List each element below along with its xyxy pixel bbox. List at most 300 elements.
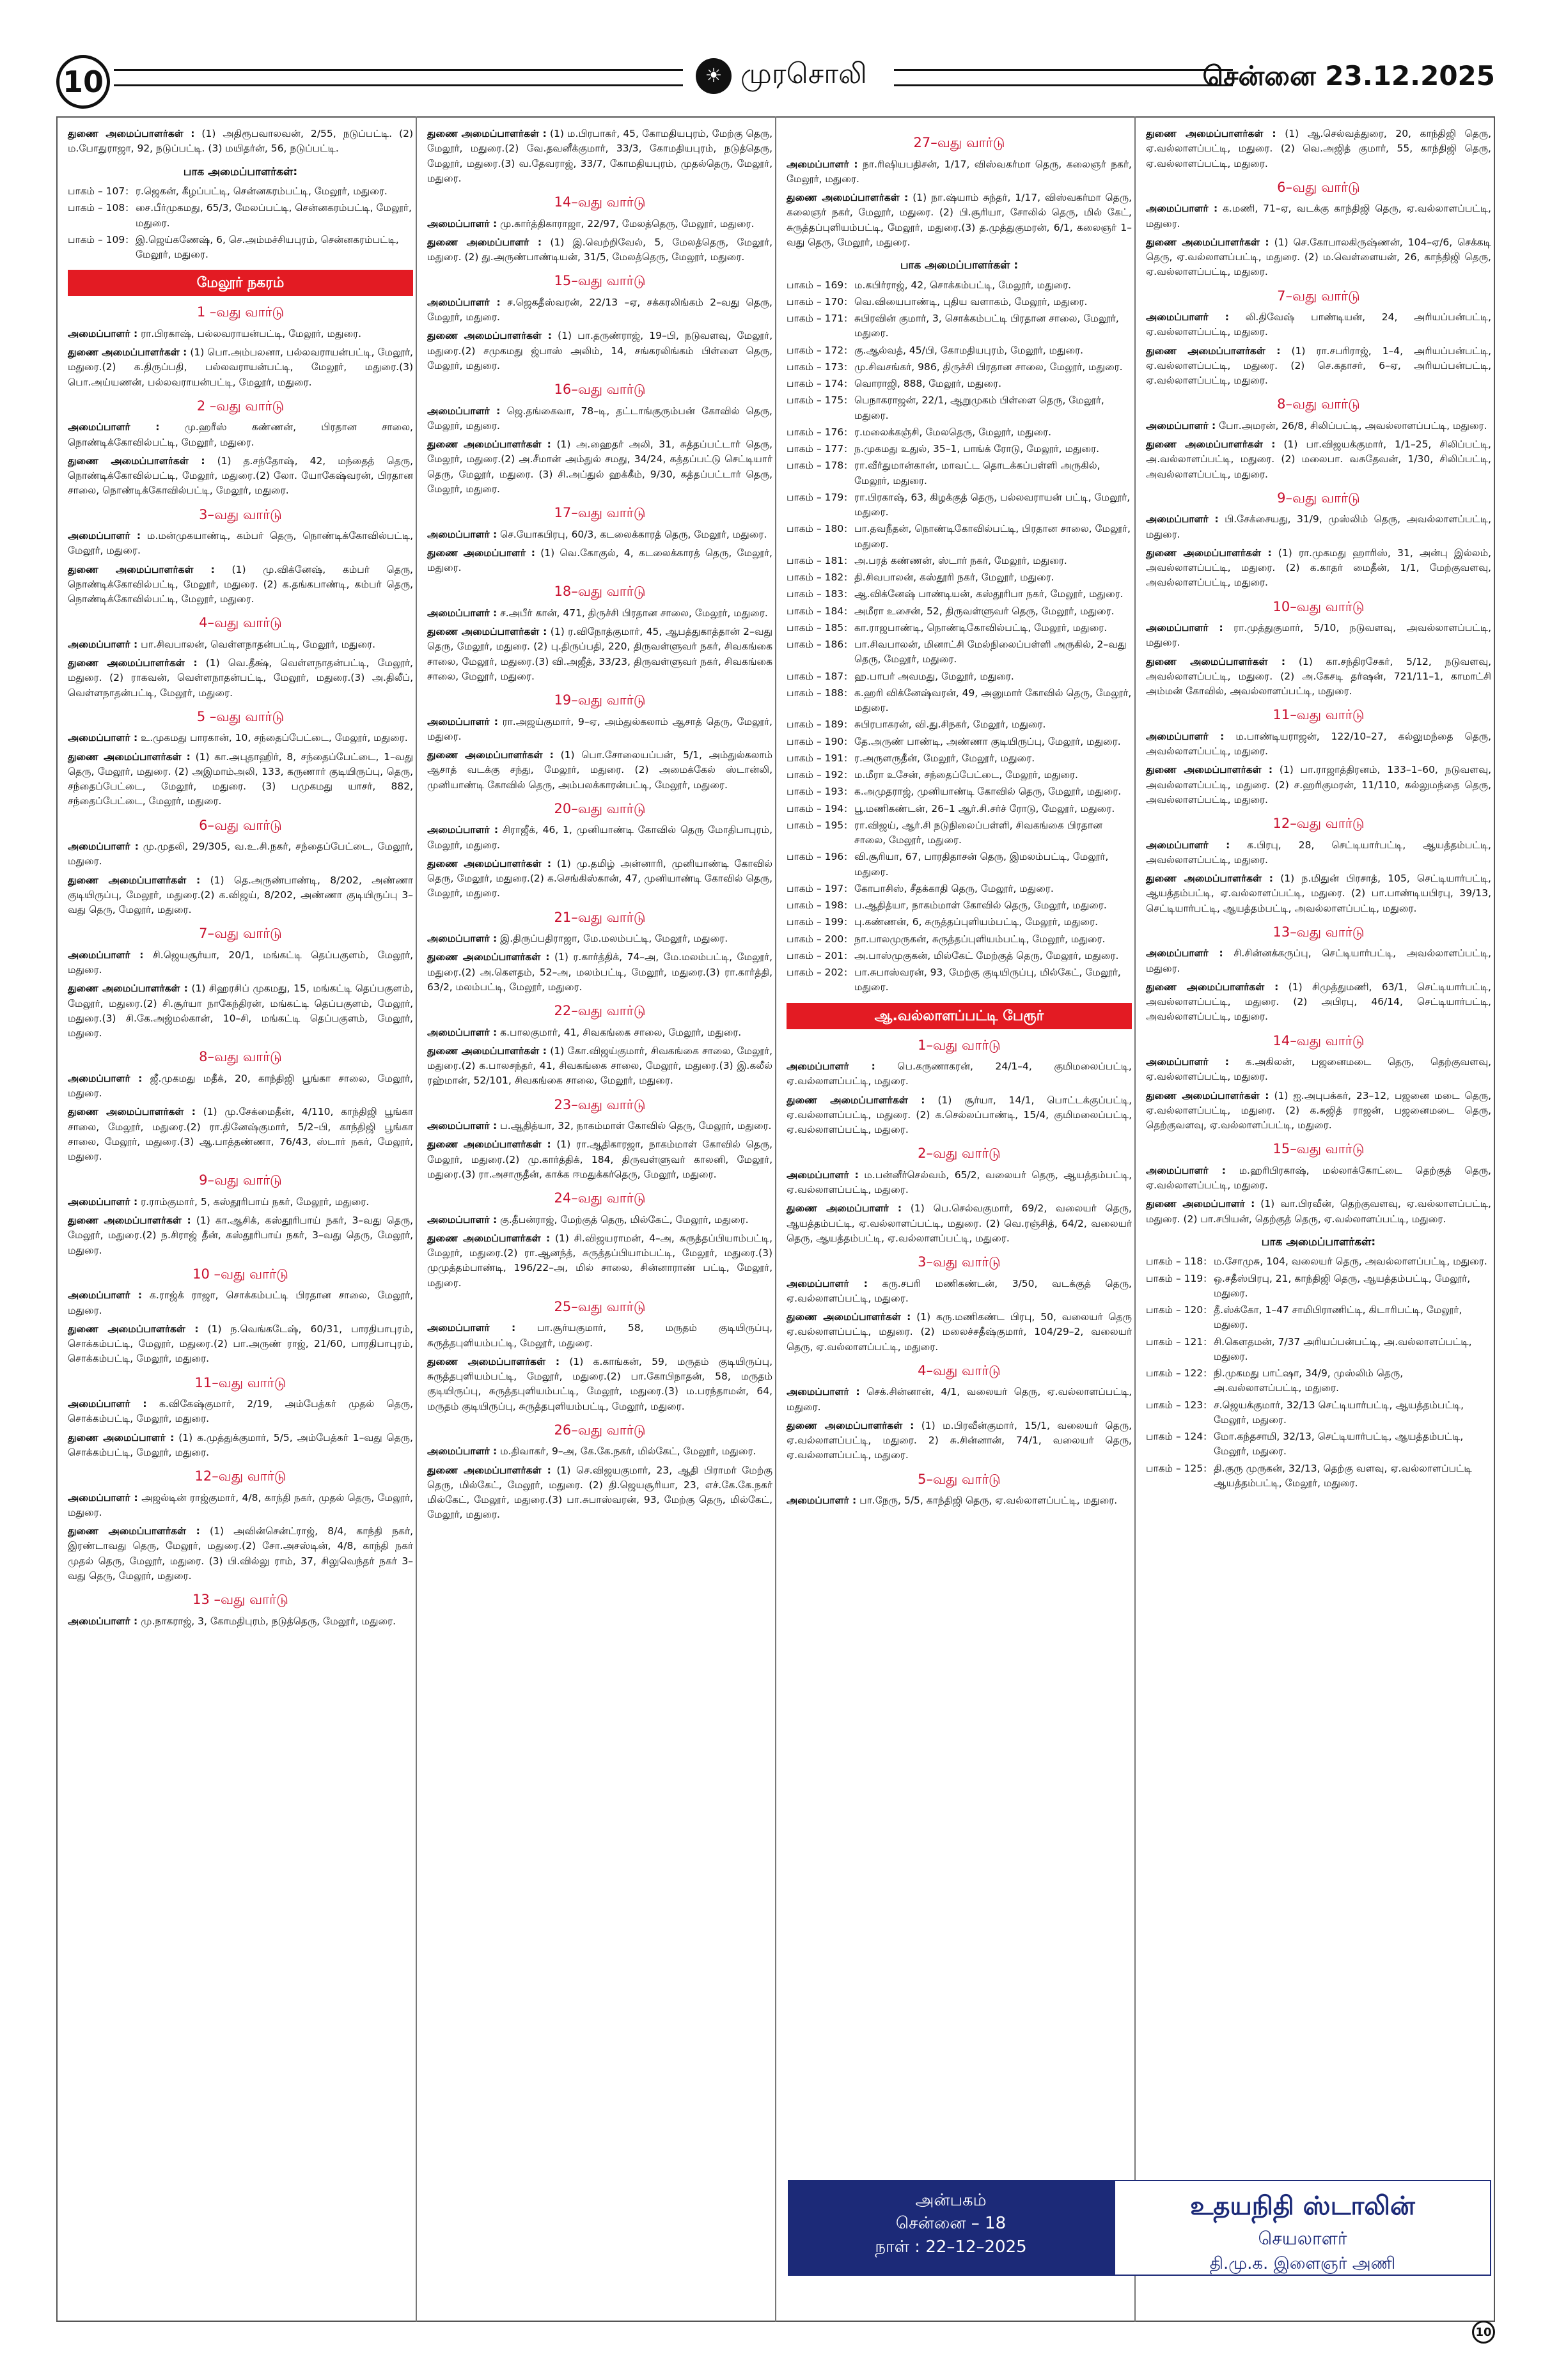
- booth-separator: :: [844, 554, 848, 566]
- entry-text: (1) மு.தமிழ் அன்னாரி, முனியாண்டி கோவில் தெரு, மேலூர், மதுரை.(2) க.செங்கிஸ்கான், 47, முனியாண்டி கோவில் தெரு, மேலூர், மதுரை.: [427, 857, 772, 899]
- ward-heading: 19–வது வார்டு: [554, 692, 646, 708]
- booth-separator: :: [844, 670, 848, 682]
- entry-label: துணை அமைப்பாளர்கள் :: [1146, 873, 1273, 884]
- booth-row: [787, 751, 1132, 766]
- booth-number: பாகம் – 109: [68, 233, 125, 245]
- entry: [68, 529, 413, 559]
- booth-row: [787, 393, 1132, 423]
- ward-heading: 24–வது வார்டு: [554, 1190, 646, 1206]
- entry: [1146, 655, 1491, 699]
- signature-block: [788, 2180, 1491, 2276]
- entry-text: ம.பன்னீர்செல்வம், 65/2, வலையர் தெரு, ஆயத்தம்பட்டி, ஏ.வல்லாளப்பட்டி, மதுரை.: [787, 1169, 1132, 1195]
- entry-text: (1) ந.வெங்கடேஷ், 60/31, பாரதிபாபுரம், சொக்கம்பட்டி, மேலூர், மதுரை.(2) பா.அருண் ராஜ், 21/60, பாரதிபாபுரம், சொக்கம்பட்டி, மேலூர், மதுரை.: [68, 1323, 413, 1365]
- signature-office: அன்பகம்: [915, 2191, 987, 2210]
- entry-label: துணை அமைப்பாளர்கள் :: [787, 1094, 925, 1106]
- entry: [787, 1059, 1132, 1089]
- ward-heading: 16–வது வார்டு: [554, 382, 646, 397]
- entry-label: அமைப்பாளர் :: [1146, 622, 1223, 634]
- entry-text: செக்.சின்னான், 4/1, வலையர் தெரு, ஏ.வல்லாளப்பட்டி, மதுரை.: [787, 1386, 1132, 1413]
- booth-heading: பாக அமைப்பாளர்கள்:: [1261, 1235, 1376, 1248]
- booth-separator: :: [844, 687, 848, 699]
- booth-row: [787, 458, 1132, 488]
- booth-number: பாகம் – 182: [787, 572, 844, 583]
- ward-heading: 3–வது வார்டு: [199, 506, 282, 522]
- booth-text: ர.ஜெகன், கீழப்பட்டி, சென்னகரம்பட்டி, மேலூர், மதுரை.: [136, 185, 388, 197]
- entry: [68, 1431, 413, 1461]
- ward-heading: 14–வது வார்டு: [1273, 1032, 1365, 1048]
- entry: [1146, 946, 1491, 976]
- entry-text: மு.முதலி, 29/305, வ.உ.சி.நகர், சந்தைப்பேட்டை, மேலூர், மதுரை.: [68, 841, 413, 867]
- entry-label: அமைப்பாளர் :: [1146, 513, 1219, 525]
- ward-heading: 2 –வது வார்டு: [196, 398, 285, 414]
- booth-separator: :: [844, 378, 848, 389]
- booth-number: பாகம் – 121: [1146, 1335, 1203, 1348]
- entry: [1146, 437, 1491, 482]
- booth-separator: :: [844, 344, 848, 356]
- entry: [68, 1195, 413, 1209]
- entry: [68, 948, 413, 978]
- entry-label: துணை அமைப்பாளர்கள் :: [1146, 1089, 1269, 1101]
- booth-separator: :: [1203, 1399, 1207, 1411]
- booth-separator: :: [844, 313, 848, 324]
- entry-label: அமைப்பாளர் :: [787, 1169, 859, 1181]
- booth-separator: :: [1203, 1304, 1207, 1316]
- booth-text: ஆ.விக்னேஷ் பாண்டியன், கஸ்தூரிபா நகர், மேலூர், மதுரை.: [854, 588, 1124, 600]
- booth-separator: :: [844, 443, 848, 455]
- entry-label: அமைப்பாளர் :: [427, 607, 497, 619]
- booth-row: [787, 637, 1132, 667]
- booth-text: பெநாகராஜன், 22/1, ஆறுமுகம் பிள்ளை தெரு, மேலூர், மதுரை.: [854, 394, 1104, 421]
- entry-label: துணை அமைப்பாளர்கள் :: [68, 455, 205, 467]
- entry: [427, 748, 772, 793]
- booth-text: கா.ராஜபாண்டி, நொண்டிகோவில்பட்டி, மேலூர், மதுரை.: [854, 621, 1108, 634]
- booth-separator: :: [844, 786, 848, 798]
- entry-text: க.அகிலன், பஜனைமடை தெரு, தெற்குவளவு, ஏ.வல்லாளப்பட்டி, மதுரை.: [1146, 1056, 1491, 1083]
- booth-text: பா.தவநீதன், நொண்டிகோவில்பட்டி, பிரதான சாலை, மேலூர், மதுரை.: [854, 523, 1131, 550]
- entry-label: துணை அமைப்பாளர்கள் :: [427, 1464, 551, 1476]
- booth-separator: :: [1203, 1367, 1207, 1379]
- booth-row: [1146, 1272, 1491, 1302]
- booth-text: சை.பீர்முகமது, 65/3, மேலப்பட்டி, சென்னகரம்பட்டி, மேலூர், மதுரை.: [136, 202, 412, 229]
- entry-text: (1) அவின்சென்ட்ராஜ், 8/4, காந்தி நகர், இரண்டாவது தெரு, மேலூர், மதுரை.(2) சோ.அசஸ்டின், 4/8, காந்தி நகர் முதல் தெரு, மேலூர், மதுரை. (3) பி.வில்லு ராம், 37, சிலுவெந்தர் நகர் 3–வது தெரு, மேலூர், மதுரை.: [68, 1525, 413, 1582]
- booth-separator: :: [844, 851, 848, 863]
- booth-number: பாகம் – 201: [787, 949, 844, 961]
- booth-row: [787, 278, 1132, 293]
- entry-label: துணை அமைப்பாளர்கள் :: [787, 1311, 911, 1323]
- booth-number: பாகம் – 171: [787, 313, 844, 324]
- booth-row: [787, 377, 1132, 391]
- entry-text: (1) கோ.விஜய்குமார், சிவகங்கை சாலை, மேலூர், மதுரை.(2) க.பாலசந்தர், 41, சிவகங்கை சாலை, மேலூர், மதுரை.(3) இ.கலீல் ரஹ்மான், 52/101, சிவகங்கை சாலை, மேலூர், மதுரை.: [427, 1045, 772, 1087]
- booth-row: [787, 442, 1132, 456]
- entry: [427, 527, 772, 542]
- paper-name: முரசொலி: [740, 58, 867, 90]
- booth-separator: :: [125, 202, 129, 214]
- entry: [1146, 1089, 1491, 1133]
- booth-row: [787, 818, 1132, 848]
- entry-label: அமைப்பாளர் :: [787, 1495, 857, 1506]
- booth-text: இ.ஜெய்கணேஷ், 6, செ.அம்மச்சியபுரம், சென்னகரம்பட்டி, மேலூர், மதுரை.: [136, 233, 399, 260]
- entry-text: பெ.கருணாகரன், 24/1–4, குமிமலைப்பட்டி, ஏ.வல்லாளப்பட்டி, மதுரை.: [787, 1061, 1132, 1087]
- ward-heading: 4–வது வார்டு: [918, 1362, 1001, 1378]
- booth-separator: :: [844, 572, 848, 583]
- booth-row: [787, 621, 1132, 635]
- masthead-rule: [894, 84, 1233, 86]
- entry-text: (1) க.காங்கன், 59, மருதம் குடியிருப்பு, சுருத்தபுளியம்பட்டி, மேலூர், மதுரை.(2) பா.கோபிநாதன், 58, மருதம் குடியிருப்பு, சுருத்தபுளியம்பட்டி, மேலூர், மதுரை.(3) ம.பரந்தாமன், 64, மருதம் குடியிருப்பு, சுருத்தபுளியம்பட்டி, மேலூர், மதுரை.: [427, 1355, 772, 1412]
- booth-separator: :: [1203, 1462, 1207, 1474]
- entry-text: (1) சூர்யா, 14/1, பொட்டக்குப்பட்டி, ஏ.வல்லாளப்பட்டி, மதுரை. (2) க.செல்லப்பாண்டி, 15/4, குமிமலைப்பட்டி, ஏ.வல்லாளப்பட்டி, மதுரை.: [787, 1094, 1132, 1135]
- entry: [427, 217, 772, 231]
- entry-label: துணை அமைப்பாளர்கள் :: [427, 1139, 551, 1151]
- entry-label: அமைப்பாளர் :: [427, 1445, 497, 1458]
- ward-heading: 23–வது வார்டு: [554, 1096, 646, 1112]
- entry-text: சி.சின்னக்கருப்பு, செட்டியார்பட்டி, அவல்லாளப்பட்டி, மதுரை.: [1146, 947, 1492, 974]
- entry-text: ம.மன்முகயாண்டி, கம்பர் தெரு, நொண்டிக்கோவில்பட்டி, மேலூர், மதுரை.: [68, 530, 413, 557]
- entry-text: (1) பா.விஜயக்குமார், 1/1–25, சிலிப்பட்டி, அ.வல்லாளப்பட்டி, மதுரை. (2) மலைபா. வசுதேவன், 1/30, சிலிப்பட்டி, அவல்லாளப்பட்டி, மதுரை.: [1146, 439, 1491, 480]
- booth-separator: :: [844, 899, 848, 911]
- column-4: [1146, 127, 1491, 1493]
- booth-text: பூ.மணிகண்டன், 26–1 ஆர்.சி.சர்ச் ரோடு, மேலூர், மதுரை.: [854, 802, 1115, 814]
- entry: [68, 1614, 413, 1629]
- booth-number: பாகம் – 124: [1146, 1431, 1203, 1442]
- booth-text: மோ.கந்தசாமி, 32/13, செட்டியார்பட்டி, ஆயத்தம்பட்டி, மேலூர், மதுரை.: [1214, 1431, 1464, 1458]
- booth-row: [68, 184, 413, 199]
- signatory-role: செயலாளர்: [1258, 2228, 1347, 2249]
- booth-row: [1146, 1461, 1491, 1491]
- entry-text: பா.நேரு, 5/5, காந்திஜி தெரு, ஏ.வல்லாளப்பட்டி, மதுரை.: [859, 1495, 1118, 1506]
- entry: [68, 981, 413, 1041]
- entry-text: பா.சிவபாலன், வெள்ளநாதன்பட்டி, மேலூர், மதுரை.: [141, 638, 376, 650]
- booth-row: [787, 360, 1132, 375]
- entry-label: துணை அமைப்பாளர்கள் :: [787, 192, 909, 203]
- entry-text: க.ராஜ்க் ராஜா, சொக்கம்பட்டி பிரதான சாலை, மேலூர், மதுரை.: [68, 1289, 413, 1316]
- booth-text: ஒ.சதீஸ்பிரபு, 21, காந்திஜி தெரு, ஆயத்தம்பட்டி, மேலூர், மதுரை.: [1214, 1272, 1471, 1299]
- ward-heading: 6–வது வார்டு: [199, 817, 282, 833]
- booth-text: ரா.வீர்துமான்கான், மாவட்ட தொடக்கப்பள்ளி அருகில், மேலூர், மதுரை.: [854, 460, 1100, 486]
- booth-text: ம.மீரா உசேன், சந்தைப்பேட்டை, மேலூர், மதுரை.: [854, 769, 1078, 781]
- entry-label: அமைப்பாளர் :: [68, 732, 138, 744]
- booth-row: [68, 201, 413, 231]
- entry: துணை அமைப்பாளர்கள் : (1) ம.பிரபாகர், 45, கோமதியபுரம், மேற்கு தெரு, மேலூர், மதுரை.(2) வே.தவனீக்குமார், 33/3, கோமதியபுரம், நடுத்தெரு, மேலூர், மதுரை.(3) வ.தேவராஜ், 33/7, கோமதியபுரம், முதல்தெரு, மேலூர், மதுரை.: [427, 128, 772, 184]
- booth-text: வெ.வியைபாண்டி, புதிய வளாகம், மேலூர், மதுரை.: [854, 295, 1088, 307]
- entry: [427, 823, 772, 853]
- entry-label: துணை அமைப்பாளர்கள் :: [1146, 655, 1286, 667]
- entry-label: துணை அமைப்பாளர்கள் :: [427, 330, 552, 342]
- entry: [68, 637, 413, 652]
- entry-label: அமைப்பாளர் :: [1146, 839, 1230, 851]
- entry-text: (1) ரா.சபரிராஜ், 1–4, அரியப்பன்பட்டி, ஏ.வல்லாளப்பட்டி, மதுரை. (2) செ.கதாசர், 6–ஏ, அரியப்பன்பட்டி, ஏ.வல்லாளப்பட்டி, மதுரை.: [1146, 345, 1491, 386]
- masthead-rule: [894, 69, 1233, 71]
- entry-label: அமைப்பாளர் :: [68, 1615, 138, 1627]
- booth-text: சுபிரபாகரன், வி.து.சிநகர், மேலூர், மதுரை.: [854, 719, 1046, 731]
- booth-number: பாகம் – 178: [787, 460, 844, 472]
- entry: [68, 563, 413, 607]
- entry-label: துணை அமைப்பாளர்கள் :: [1146, 981, 1279, 993]
- entry-text: (1) பொ.சோலையப்பன், 5/1, அம்துல்கலாம் ஆசாத் வடக்கு சந்து, மேலூர், மதுரை. (2) அமைக்கேல் ஸ்டான்லி, முனியாண்டி கோவில் தெரு, அம்பலக்காரன்பட்டி, மேலூர், மதுரை.: [427, 749, 772, 791]
- booth-text: வொராஜி, 888, மேலூர், மதுரை.: [854, 378, 1002, 389]
- ward-heading: 10–வது வார்டு: [1273, 598, 1365, 614]
- booth-row: [787, 570, 1132, 585]
- entry: [68, 839, 413, 869]
- booth-text: பா.சிவபாலன், மினாட்சி மேல்நிலைப்பள்ளி அருகில், 2–வது தெரு, மேலூர், மதுரை.: [854, 639, 1127, 665]
- booth-number: பாகம் – 196: [787, 851, 844, 863]
- ward-list: [1146, 178, 1491, 1227]
- booth-row: [787, 717, 1132, 732]
- booth-number: பாகம் – 119: [1146, 1272, 1203, 1284]
- entry-label: துணை அமைப்பாளர் :: [68, 1431, 175, 1443]
- entry: [787, 1310, 1132, 1355]
- entry-text: இ.திருப்பதிராஜா, மே.மலம்பட்டி, மேலூர், மதுரை.: [500, 933, 728, 944]
- entry-label: அமைப்பாளர் :: [68, 949, 144, 961]
- entry: [427, 931, 772, 946]
- booth-number: பாகம் – 174: [787, 378, 844, 389]
- booth-text: ரா.விஜய், ஆர்.சி நடுநிலைப்பள்ளி, சிவகங்கை பிரதான சாலை, மேலூர், மதுரை.: [854, 819, 1102, 846]
- booth-number: பாகம் – 197: [787, 882, 844, 894]
- booth-list: [1146, 1254, 1491, 1491]
- ward-heading: 13 –வது வார்டு: [192, 1592, 288, 1607]
- ward-heading: 22–வது வார்டு: [554, 1003, 646, 1018]
- booth-separator: :: [844, 769, 848, 781]
- entry-label: துணை அமைப்பாளர் :: [427, 547, 535, 559]
- booth-number: பாகம் – 195: [787, 819, 844, 831]
- booth-text: நி.முகமது பாட்ஷா, 34/9, முஸ்லிம் தெரு, அ.வல்லாளப்பட்டி, மதுரை.: [1214, 1367, 1404, 1394]
- booth-separator: :: [844, 295, 848, 307]
- booth-number: பாகம் – 108: [68, 202, 125, 214]
- booth-row: [68, 233, 413, 263]
- entry-text: நா.ரிஷியபதிசன், 1/17, விஸ்வகர்மா தெரு, கலைஞர் நகர், மேலூர், மதுரை.: [787, 158, 1132, 185]
- entry-text: ச.ஜெகதீஸ்வரன், 22/13 –ஏ, சக்கரலிங்கம் 2–வது தெரு, மேலூர், மதுரை.: [427, 296, 772, 323]
- entry-text: மு.கார்த்திகாராஜா, 22/97, மேலத்தெரு, மேலூர், மதுரை.: [500, 217, 755, 229]
- booth-separator: :: [844, 279, 848, 291]
- entry-label: அமைப்பாளர் :: [68, 421, 160, 433]
- entry-label: துணை அமைப்பாளர்கள் :: [427, 1355, 560, 1367]
- ward-heading: 8–வது வார்டு: [1277, 396, 1360, 412]
- entry: [427, 1321, 772, 1351]
- entry: [787, 1093, 1132, 1138]
- booth-number: பாகம் – 187: [787, 670, 844, 682]
- entry-label: அமைப்பாளர் :: [427, 933, 497, 944]
- entry: [68, 656, 413, 701]
- entry: [1146, 235, 1491, 280]
- entry-text: கரு.சபரி மணிகண்டன், 3/50, வடக்குத் தெரு, ஏ.வல்லாளப்பட்டி, மதுரை.: [787, 1277, 1132, 1304]
- ward-list: [787, 1036, 1132, 1509]
- entry: [1146, 729, 1491, 759]
- ward-heading: 11–வது வார்டு: [194, 1374, 286, 1390]
- ward-heading: 27–வது வார்டு: [913, 135, 1005, 150]
- entry-label: துணை அமைப்பாளர்கள் :: [427, 749, 554, 761]
- column-2: [427, 127, 772, 1527]
- entry: [787, 157, 1132, 187]
- booth-text: ஹ.பாபர் அவமது, மேலூர், மதுரை.: [854, 670, 1014, 682]
- entry-label: அமைப்பாளர் :: [1146, 947, 1223, 960]
- entry-label: அமைப்பாளர் :: [427, 217, 497, 229]
- booth-separator: :: [125, 233, 129, 245]
- entry-text: பி.சேக்சையது, 31/9, முஸ்லிம் தெரு, அவல்லாளப்பட்டி, மதுரை.: [1146, 513, 1491, 540]
- entry: [427, 329, 772, 373]
- entry-text: சி.ஜெயசூர்யா, 20/1, மங்கட்டி தெப்பகுளம், மேலூர், மதுரை.: [68, 949, 413, 976]
- booth-number: பாகம் – 202: [787, 967, 844, 978]
- booth-text: க.அமுதராஜ், முனியாண்டி கோவில் தெரு, மேலூர், மதுரை.: [854, 786, 1122, 798]
- entry: [68, 1524, 413, 1583]
- booth-text: கு.ஆல்வத், 45/பி, கோமதியபுரம், மேலூர், மதுரை.: [854, 344, 1084, 356]
- entry: [68, 1105, 413, 1164]
- entry: [427, 1355, 772, 1414]
- booth-text: ந.முகமது உதுல், 35–1, பாங்க் ரோடு, மேலூர், மதுரை.: [854, 443, 1100, 455]
- entry: [1146, 838, 1491, 868]
- ward-list: [787, 133, 1132, 250]
- entry-text: பா.சூர்யகுமார், 58, மருதம் குடியிருப்பு, சுருத்தபுளியம்பட்டி, மேலூர், மதுரை.: [427, 1322, 772, 1349]
- booth-number: பாகம் – 193: [787, 786, 844, 798]
- booth-number: பாகம் – 125: [1146, 1462, 1203, 1474]
- booth-number: பாகம் – 192: [787, 769, 844, 781]
- entry-label: அமைப்பாளர் :: [787, 1277, 868, 1289]
- entry: [427, 295, 772, 325]
- entry-label: அமைப்பாளர் :: [427, 715, 498, 727]
- booth-heading: பாக அமைப்பாளர்கள் :: [900, 259, 1019, 272]
- entry-text: (1) ர.விநோத்குமார், 45, ஆபத்துகாத்தான் 2–வது தெரு, மேலூர், மதுரை. (2) பு.திருப்பதி, 220, திருவள்ளுவர் நகர், சிவகங்கை சாலை, மேலூர், மதுரை.(3) வி.அஜீத், 33/23, திருவள்ளுவர் நகர், சிவகங்கை சாலை, மேலூர், மதுரை.: [427, 626, 773, 682]
- ward-heading: 21–வது வார்டு: [554, 909, 646, 925]
- booth-text: தி.சிவபாலன், கஸ்தூரி நகர், மேலூர், மதுரை.: [854, 572, 1054, 583]
- entry: [68, 1322, 413, 1367]
- entry-label: துணை அமைப்பாளர்கள் :: [68, 346, 187, 358]
- entry-text: (1) கா.சந்திரசேகர், 5/12, நடுவளவு, அவல்லாளப்பட்டி, மதுரை. (2) அ.கேசடி தர்ஷன், 721/11–1, காமாட்சி அம்மன் கோவில், அவல்லாளப்பட்டி, மதுரை.: [1146, 655, 1491, 697]
- entry-text: அஜல்டின் ராஜ்குமார், 4/8, காந்தி நகர், முதல் தெரு, மேலூர், மதுரை.: [68, 1491, 413, 1518]
- entry: [787, 1168, 1132, 1198]
- entry-text: சிராஜீக், 46, 1, முனியாண்டி கோவில் தெரு மோதிபாபுரம், மேலூர், மதுரை.: [427, 824, 772, 851]
- booth-text: ர.மலைக்கஞ்சி, மேலதெரு, மேலூர், மதுரை.: [854, 426, 1052, 438]
- entry-text: உ.முகமது பாரகான், 10, சந்தைப்பேட்டை, மேலூர், மதுரை.: [141, 732, 408, 744]
- booth-number: பாகம் – 199: [787, 916, 844, 928]
- entry-text: க.விகேஷ்குமார், 2/19, அம்பேத்கர் முதல் தெரு, சொக்கம்பட்டி, மேலூர், மதுரை.: [68, 1398, 413, 1425]
- column-divider: [775, 116, 776, 2322]
- entry-label: அமைப்பாளர் :: [68, 1072, 143, 1084]
- entry-label: அமைப்பாளர் :: [1146, 730, 1225, 742]
- entry: [787, 1419, 1132, 1463]
- entry: [427, 606, 772, 621]
- entry-label: துணை அமைப்பாளர்கள் :: [427, 1045, 547, 1057]
- booth-number: பாகம் – 194: [787, 802, 844, 814]
- entry: [1146, 310, 1491, 340]
- entry-label: அமைப்பாளர் :: [68, 1195, 138, 1208]
- entry-text: ரா.அஜய்குமார், 9–ஏ, அம்துல்கலாம் ஆசாத் தெரு, மேலூர், மதுரை.: [427, 715, 772, 742]
- ward-heading: 15–வது வார்டு: [554, 273, 646, 289]
- booth-text: தி.குரு முருகன், 32/13, தெற்கு வளவு, ஏ.வல்லாளப்பட்டி ஆயத்தம்பட்டி, மேலூர், மதுரை.: [1214, 1462, 1472, 1489]
- booth-text: சி.கௌதமன், 7/37 அரியப்பன்பட்டி, அ.வல்லாளப்பட்டி, மதுரை.: [1214, 1335, 1472, 1362]
- ward-heading: 15–வது வார்டு: [1273, 1141, 1365, 1157]
- entry-text: ஜெ.தங்கைவா, 78–டி, தட்டாங்குரும்பன் கோவில் தெரு, மேலூர், மதுரை.: [427, 405, 772, 432]
- masthead-rule: [114, 84, 683, 86]
- booth-text: ர.அருளருதீன், மேலூர், மேலூர், மதுரை.: [854, 752, 1035, 764]
- entry: [787, 191, 1132, 250]
- entry-text: (1) த.சந்தோஷ், 42, மந்தைத் தெரு, நொண்டிக்கோவில்பட்டி, மேலூர், மதுரை.(2) லோ. யோகேஷ்வரன், பிரதான சாலை, நொண்டிக்கோவில்பட்டி, மேலூர், மதுரை.: [68, 455, 413, 497]
- ward-heading: 9–வது வார்டு: [1277, 490, 1360, 506]
- entry: [68, 1071, 413, 1101]
- entry-label: அமைப்பாளர் :: [787, 158, 858, 170]
- booth-number: பாகம் – 176: [787, 426, 844, 438]
- booth-text: ப.ஆதித்யா, நாகம்மாள் கோவில் தெரு, மேலூர், மதுரை.: [854, 899, 1107, 911]
- entry-text: (1) செ.விஜயகுமார், 23, ஆதி பிராமர் மேற்கு தெரு, மில்கேட், மேலூர், மதுரை. (2) தி.ஜெயசூரியா, 23, எச்.கே.கே.நகர் மில்கேட், மேலூர், மதுரை.(3) பா.சுபாஸ்வரன், 93, மேற்கு தெரு, மில்கேட், மேலூர், மதுரை.: [427, 1464, 772, 1521]
- booth-row: [787, 295, 1132, 309]
- booth-number: பாகம் – 169: [787, 279, 844, 291]
- booth-heading: பாக அமைப்பாளர்கள்:: [183, 165, 298, 178]
- entry-label: துணை அமைப்பாளர்கள் :: [1146, 439, 1276, 450]
- entry: [427, 1231, 772, 1291]
- entry-label: துணை அமைப்பாளர்கள் :: [427, 1232, 551, 1244]
- column-divider: [1134, 116, 1136, 2322]
- entry-label: அமைப்பாளர் :: [427, 1120, 497, 1132]
- entry-text: (1) அ.ஹைதர் அலி, 31, சுத்தப்பட்டார் தெரு, மேலூர், மதுரை.(2) அ.சீமான் அம்துல் சமது, 34/24, கத்தப்பட்டு செட்டியார் தெரு, மேலூர், மதுரை. (3) சி.அப்துல் ஹக்கீம், 9/30, கத்தப்பட்டார் தெரு, மேலூர், மதுரை.: [427, 439, 772, 495]
- booth-separator: :: [844, 752, 848, 764]
- entry-label: அமைப்பாளர் :: [427, 405, 501, 417]
- booth-row: [787, 554, 1132, 568]
- entry-label: அமைப்பாளர் :: [68, 1491, 138, 1504]
- booth-separator: :: [844, 394, 848, 407]
- entry-label: அமைப்பாளர் :: [68, 638, 138, 650]
- ward-heading: 2–வது வார்டு: [918, 1146, 1001, 1162]
- booth-separator: :: [844, 426, 848, 438]
- entry: [427, 1025, 772, 1040]
- ward-heading: 8–வது வார்டு: [199, 1049, 282, 1065]
- entry-label: அமைப்பாளர் :: [427, 528, 497, 540]
- entry: [427, 546, 772, 576]
- ward-heading: 12–வது வார்டு: [1273, 816, 1365, 831]
- booth-separator: :: [844, 588, 848, 600]
- booth-number: பாகம் – 107: [68, 185, 125, 197]
- booth-separator: :: [844, 802, 848, 814]
- entry: [68, 345, 413, 390]
- booth-text: ரா.பிரகாஷ், 63, கிழக்குத் தெரு, பல்லவராயன் பட்டி, மேலூர், மதுரை.: [854, 491, 1131, 518]
- entry: [68, 750, 413, 809]
- booth-separator: :: [844, 719, 848, 731]
- entry-text: ம.திவாகர், 9–அ, கே.கே.நகர், மில்கேட், மேலூர், மதுரை.: [500, 1445, 756, 1458]
- entry-text: ப.ஆதித்யா, 32, நாகம்மாள் கோவில் தெரு, மேலூர், மதுரை.: [500, 1120, 772, 1132]
- entry-label: அமைப்பாளர் :: [1146, 1164, 1226, 1176]
- booth-number: பாகம் – 177: [787, 443, 844, 455]
- entry-label: அமைப்பாளர் :: [427, 1322, 516, 1334]
- booth-row: [787, 343, 1132, 358]
- entry-text: (1) ஐ.அபுபக்கர், 23–12, பஜனை மடை தெரு, ஏ.வல்லாளப்பட்டி, மதுரை. (2) க.சுஜித் ராஜன், பஜனைமடை தெரு, தெற்குவளவு, ஏ.வல்லாளப்பட்டி, மதுரை.: [1146, 1089, 1492, 1131]
- ward-heading: 1 –வது வார்டு: [196, 304, 285, 320]
- ward-heading: 11–வது வார்டு: [1273, 707, 1365, 723]
- entry-text: ரா.பிரகாஷ், பல்லவராயன்பட்டி, மேலூர், மதுரை.: [141, 327, 362, 339]
- ward-heading: 7–வது வார்டு: [1277, 288, 1360, 304]
- entry: [787, 1385, 1132, 1415]
- entry-text: ர.ராம்குமார், 5, கஸ்தூரிபாய் நகர், மேலூர், மதுரை.: [141, 1195, 370, 1208]
- entry-label: துணை அமைப்பாளர்கள் :: [68, 983, 188, 995]
- ward-heading: 7–வது வார்டு: [199, 926, 282, 942]
- booth-text: கோபாசிஸ், சீதக்காதி தெரு, மேலூர், மதுரை.: [854, 882, 1054, 894]
- entry: [1146, 1197, 1491, 1227]
- booth-separator: :: [844, 882, 848, 894]
- entry-label: துணை அமைப்பாளர்கள் :: [1146, 764, 1273, 776]
- booth-row: [787, 604, 1132, 619]
- entry-label: துணை அமைப்பாளர்கள் :: [1146, 345, 1281, 357]
- entry: துணை அமைப்பாளர்கள் : (1) அதிரூபவாலவன், 2/55, நடுப்பட்டி. (2) ம.போதுராஜா, 92, நடுப்பட்டி. (3) மயிதர்ன், 56, நடுப்பட்டி.: [68, 128, 413, 155]
- entry: [1146, 763, 1491, 807]
- entry: [427, 857, 772, 901]
- entry-text: (1) சிமுத்துமணி, 63/1, செட்டியார்பட்டி, அவல்லாளப்பட்டி, மதுரை. (2) அபிரபு, 46/14, செட்டியார்பட்டி, அவல்லாளப்பட்டி, மதுரை.: [1146, 981, 1491, 1023]
- booth-row: [1146, 1429, 1491, 1459]
- booth-text: சுபிரவின் குமார், 3, சொக்கம்பட்டி பிரதான சாலை, மேலூர், மதுரை.: [854, 313, 1119, 339]
- ward-heading: 17–வது வார்டு: [554, 505, 646, 520]
- ward-heading: 25–வது வார்டு: [554, 1298, 646, 1314]
- booth-number: பாகம் – 170: [787, 295, 844, 307]
- booth-row: [787, 915, 1132, 929]
- booth-separator: :: [1203, 1335, 1207, 1348]
- entry-text: லி.திவேஷ் பாண்டியன், 24, அரியப்பன்பட்டி, ஏ.வல்லாளப்பட்டி, மதுரை.: [1146, 311, 1492, 338]
- ward-heading: 4–வது வார்டு: [199, 615, 282, 631]
- ward-heading: 3–வது வார்டு: [918, 1254, 1001, 1270]
- rising-sun-icon: ☀: [696, 58, 732, 94]
